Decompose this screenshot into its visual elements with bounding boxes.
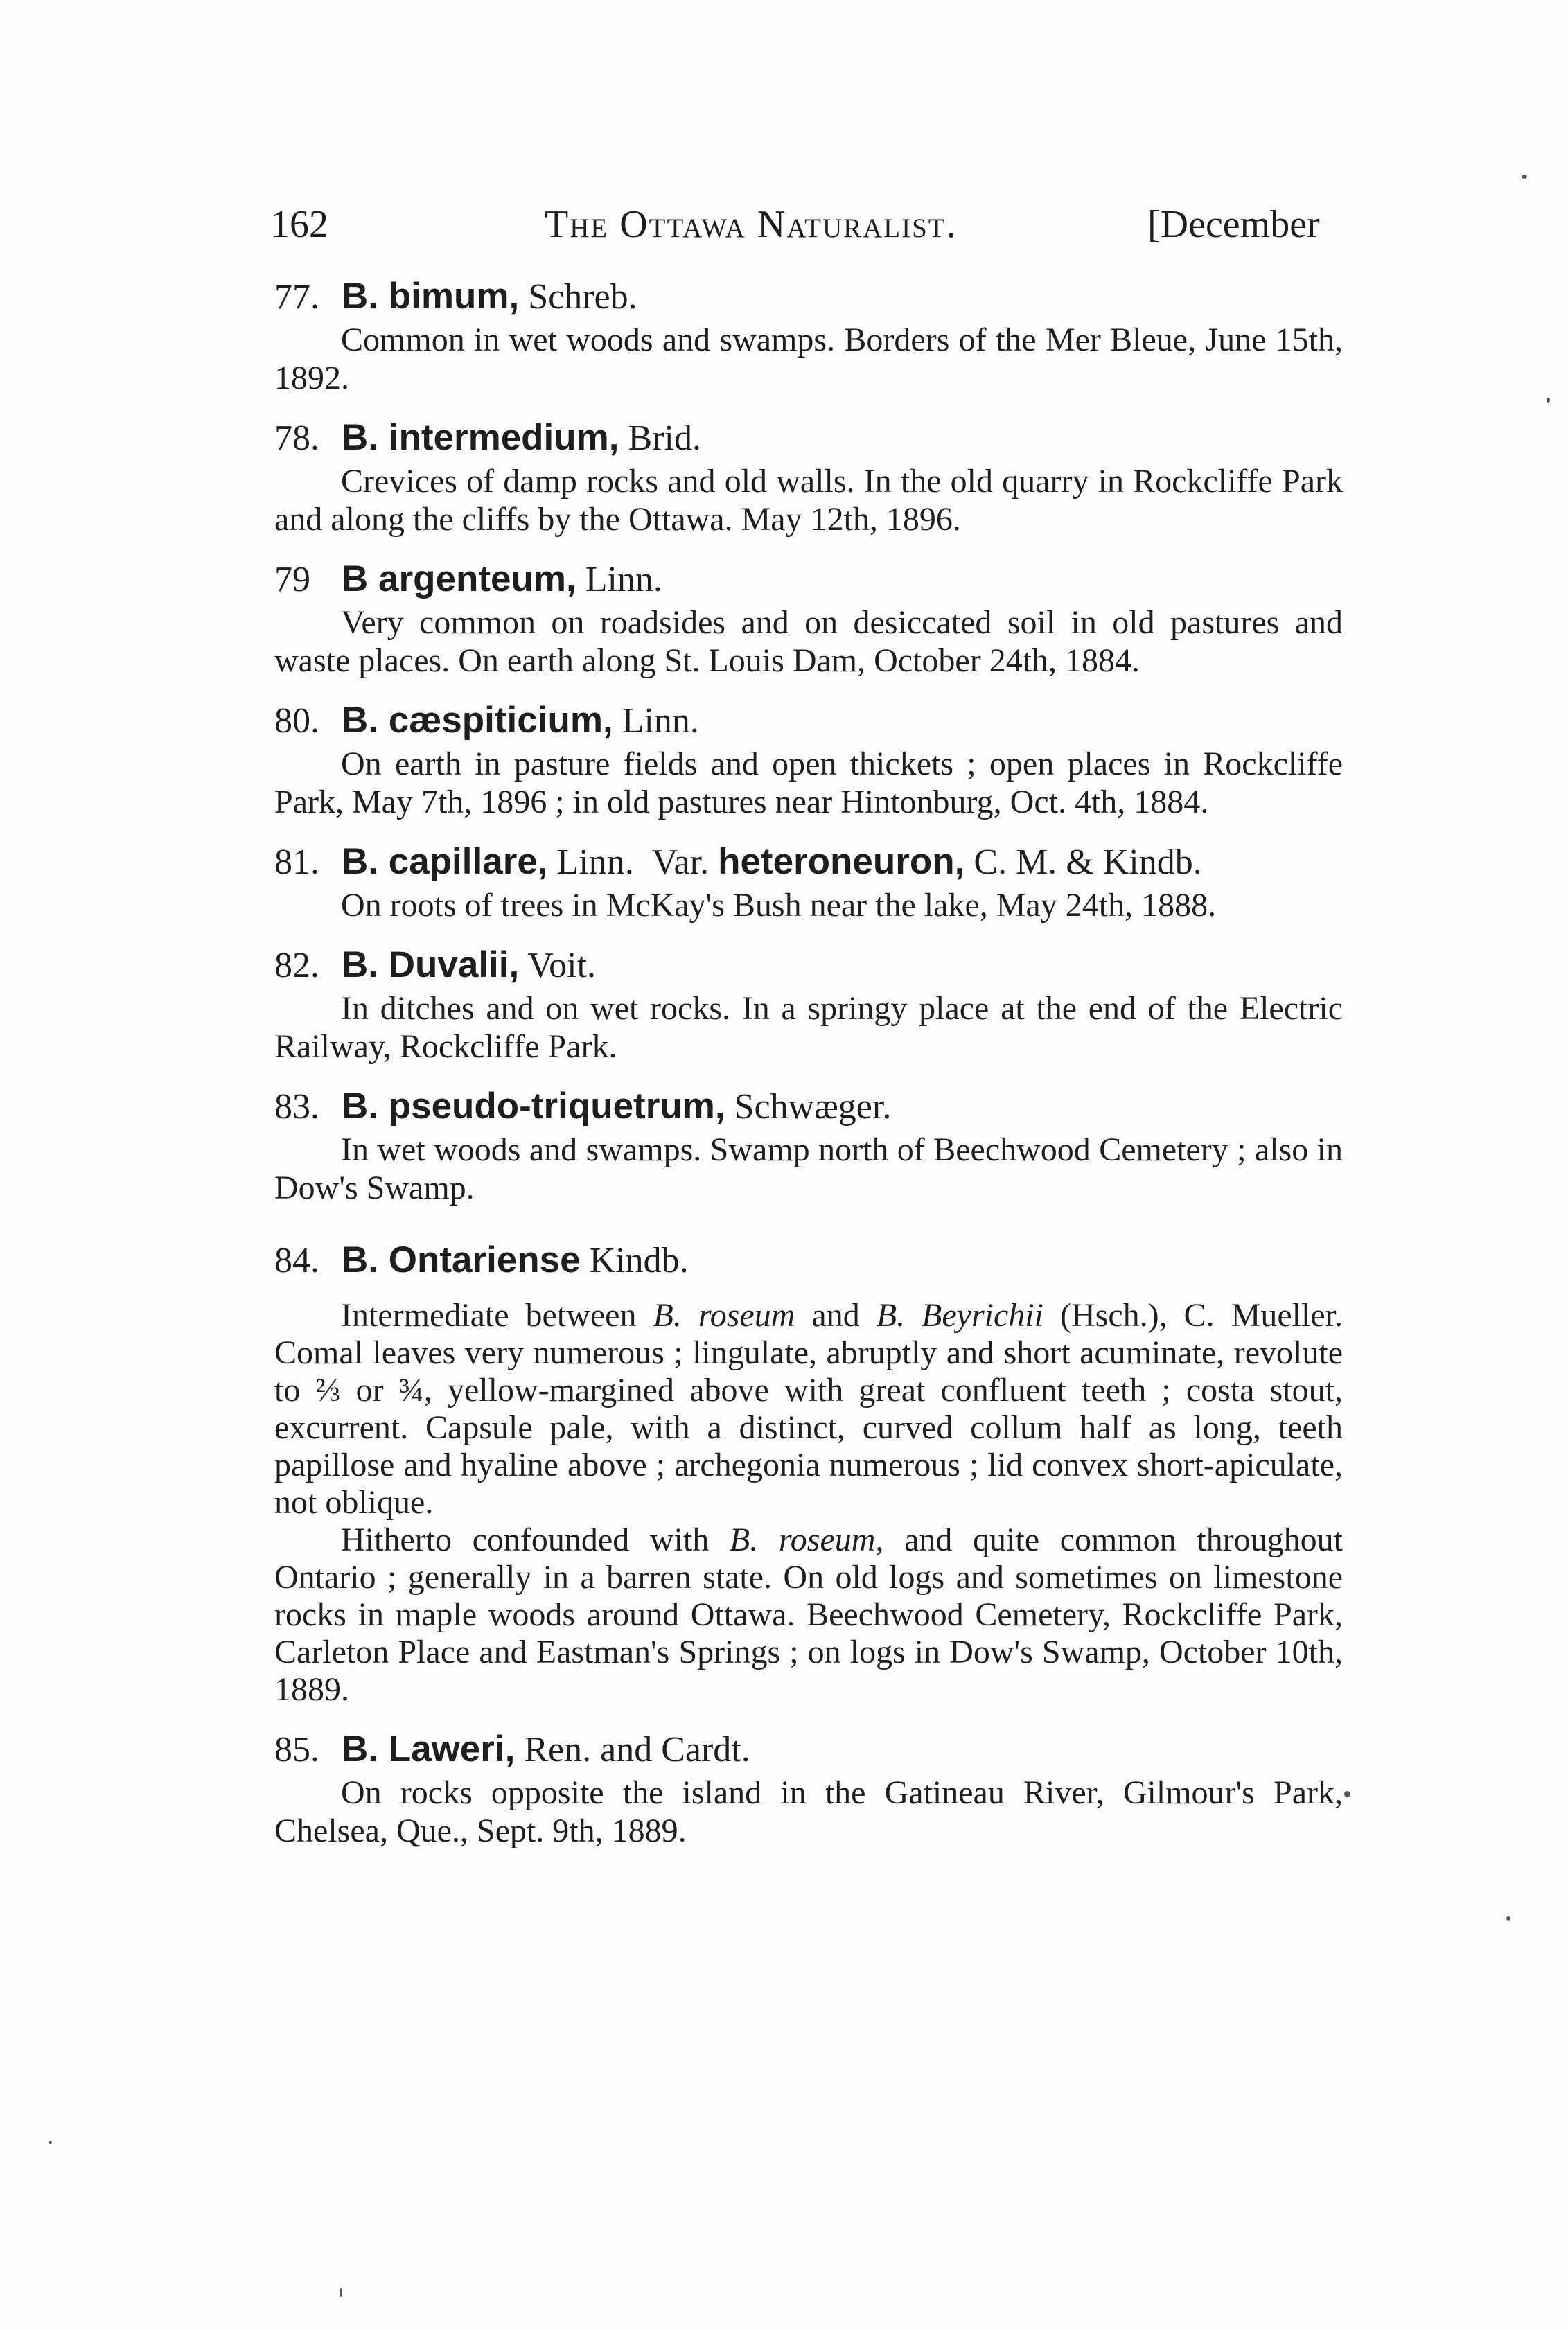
entry-notes bbox=[274, 1521, 1343, 1709]
species-name: B. cæspiticium, bbox=[342, 700, 613, 741]
species-list bbox=[274, 274, 1343, 1868]
entry-number: 83. bbox=[274, 1087, 319, 1127]
species-name: B. bimum, bbox=[342, 276, 520, 317]
scan-speck bbox=[340, 2288, 342, 2297]
entry-description: On earth in pasture fields and open thickets ; open places in Rockcliffe Park, May 7th, 1896 ; in old pastures near Hintonburg, Oct. 4th, 1884. bbox=[274, 745, 1343, 820]
entry-number: 84. bbox=[274, 1241, 319, 1280]
entry-83 bbox=[274, 1084, 1343, 1207]
entry-description: On rocks opposite the island in the Gatineau River, Gilmour's Park, Chelsea, Que., Sept. 9th, 1889. bbox=[274, 1774, 1343, 1849]
species-name: B. Duvalii, bbox=[342, 944, 520, 985]
entry-description: In ditches and on wet rocks. In a springy place at the end of the Electric Railway, Rockcliffe Park. bbox=[274, 990, 1343, 1065]
entry-number: 82. bbox=[274, 946, 319, 985]
species-authority: Voit. bbox=[527, 946, 597, 985]
entry-heading bbox=[274, 274, 1343, 321]
entry-79 bbox=[274, 556, 1343, 680]
entry-82 bbox=[274, 942, 1343, 1066]
entry-heading bbox=[274, 1084, 1343, 1131]
species-reference: B. Beyrichii bbox=[876, 1297, 1043, 1334]
species-authority: Linn. bbox=[585, 560, 662, 599]
species-authority: Linn. bbox=[556, 842, 634, 882]
entry-description: Crevices of damp rocks and old walls. In the old quarry in Rockcliffe Park and along the cliffs by the Ottawa. May 12th, 1896. bbox=[274, 463, 1343, 538]
description-text: Hitherto confounded with bbox=[341, 1521, 730, 1558]
entry-number: 77. bbox=[274, 277, 319, 317]
species-name: B argenteum, bbox=[342, 558, 576, 599]
species-authority: Ren. and Cardt. bbox=[524, 1730, 750, 1769]
entry-heading bbox=[274, 942, 1343, 989]
scan-speck bbox=[1344, 1791, 1350, 1797]
entry-description: In wet woods and swamps. Swamp north of Beechwood Cemetery ; also in Dow's Swamp. bbox=[274, 1131, 1343, 1206]
scan-speck bbox=[1506, 1916, 1510, 1921]
entry-number: 85. bbox=[274, 1730, 319, 1769]
entry-85 bbox=[274, 1727, 1343, 1850]
entry-heading bbox=[274, 839, 1343, 886]
scan-speck bbox=[1522, 175, 1527, 179]
entry-80 bbox=[274, 698, 1343, 821]
species-authority: Kindb. bbox=[589, 1241, 689, 1280]
description-text: (Hsch.), C. Mueller. Comal leaves very numerous ; lingulate, abruptly and short acuminate, revolute to ⅔ or ¾, yellow-margined above with great confluent teeth ; costa stout, excurrent. Capsule pale, with a distinct, curved collum half as long, teeth papillose and hyaline above ; archegonia numerous ; lid convex short-apiculate, not oblique. bbox=[274, 1297, 1343, 1521]
variety-name: heteroneuron, bbox=[718, 841, 965, 882]
species-name: B. pseudo-triquetrum, bbox=[342, 1086, 725, 1127]
variety-label: Var. bbox=[651, 842, 710, 882]
species-authority: Schreb. bbox=[528, 277, 637, 317]
entry-heading bbox=[274, 415, 1343, 462]
entry-heading bbox=[274, 1237, 1343, 1285]
entry-description: On roots of trees in McKay's Bush near the lake, May 24th, 1888. bbox=[341, 887, 1217, 924]
entry-number: 80. bbox=[274, 701, 319, 741]
description-text: and quite common throughout Ontario ; generally in a barren state. On old logs and sometimes on limestone rocks in maple woods around Ottawa. Beechwood Cemetery, Rockcliffe Park, Carleton Place and Eastman's Springs ; on logs in Dow's Swamp, October 10th, 1889. bbox=[274, 1521, 1343, 1708]
entry-number: 81. bbox=[274, 842, 319, 882]
entry-84 bbox=[274, 1237, 1343, 1709]
entry-heading bbox=[274, 698, 1343, 745]
entry-number: 78. bbox=[274, 418, 319, 458]
species-authority: Schwæger. bbox=[734, 1087, 892, 1127]
species-authority: Linn. bbox=[622, 701, 699, 741]
variety-authority: C. M. & Kindb. bbox=[974, 842, 1202, 882]
species-name: B. Laweri, bbox=[342, 1729, 516, 1769]
description-text: and bbox=[795, 1297, 877, 1334]
scan-speck bbox=[49, 2141, 52, 2144]
issue-month: [December bbox=[1147, 203, 1320, 246]
entry-number: 79 bbox=[274, 560, 310, 599]
description-text: Intermediate between bbox=[341, 1297, 653, 1334]
entry-81 bbox=[274, 839, 1343, 924]
species-name: B. intermedium, bbox=[342, 417, 619, 458]
species-reference: B. roseum bbox=[653, 1297, 795, 1334]
entry-77 bbox=[274, 274, 1343, 397]
species-name: B. capillare, bbox=[342, 841, 548, 882]
entry-78 bbox=[274, 415, 1343, 538]
species-reference: B. roseum, bbox=[729, 1521, 884, 1558]
page-number: 162 bbox=[270, 203, 328, 246]
entry-heading bbox=[274, 556, 1343, 603]
entry-description: Very common on roadsides and on desiccated soil in old pastures and waste places. On earth along St. Louis Dam, October 24th, 1884. bbox=[274, 604, 1343, 679]
entry-heading bbox=[274, 1727, 1343, 1774]
entry-description bbox=[274, 1297, 1343, 1521]
scan-speck bbox=[1547, 398, 1550, 403]
journal-title: The Ottawa Naturalist. bbox=[545, 203, 958, 246]
running-header bbox=[0, 202, 1568, 251]
entry-description: Common in wet woods and swamps. Borders of the Mer Bleue, June 15th, 1892. bbox=[274, 321, 1343, 396]
species-authority: Brid. bbox=[628, 418, 701, 458]
species-name: B. Ontariense bbox=[342, 1239, 581, 1280]
